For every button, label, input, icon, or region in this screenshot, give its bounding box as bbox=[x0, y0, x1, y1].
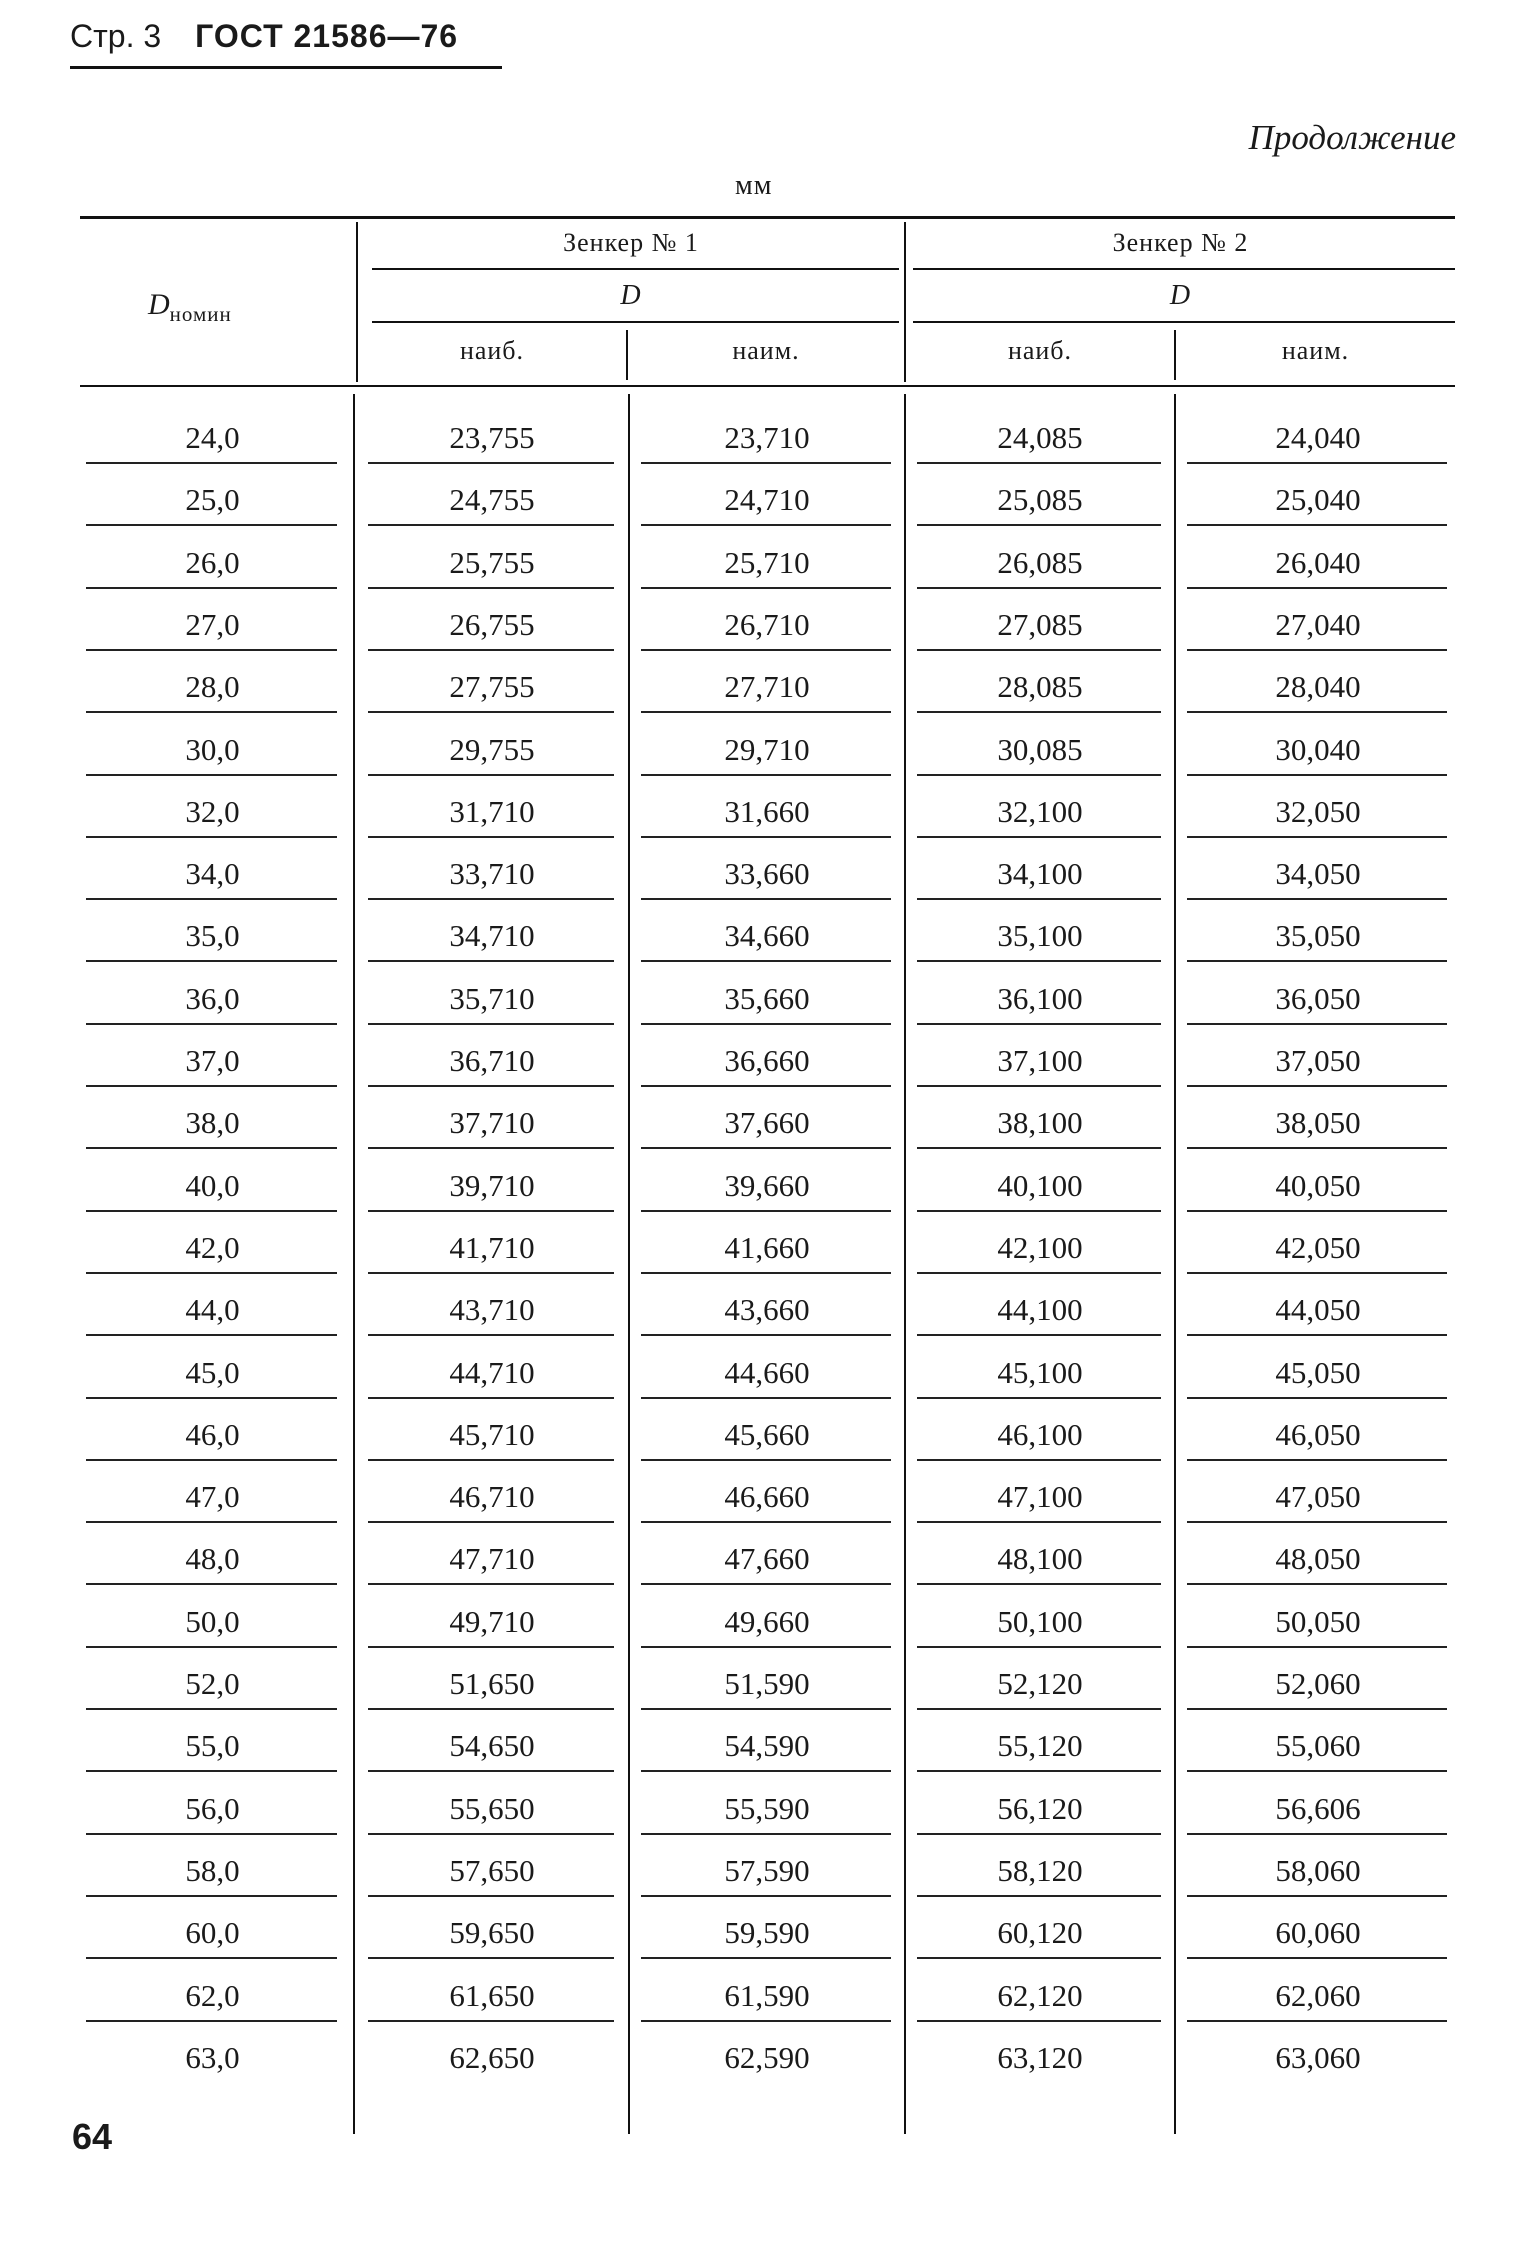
zenker2-min-cell: 56,606 bbox=[1275, 1791, 1361, 1826]
page-ref: Стр. 3 bbox=[70, 18, 162, 54]
zenker1-min-cell: 47,660 bbox=[724, 1541, 810, 1576]
dnom-symbol: D bbox=[148, 288, 170, 321]
nominal-diameter-cell: 40,0 bbox=[185, 1168, 240, 1203]
zenker1-max-cell: 55,650 bbox=[449, 1791, 535, 1826]
zenker1-max-cell: 47,710 bbox=[449, 1541, 535, 1576]
zenker2-max-cell: 60,120 bbox=[997, 1915, 1083, 1950]
cell-underline bbox=[1187, 1397, 1447, 1399]
nominal-diameter-cell: 58,0 bbox=[185, 1853, 240, 1888]
cell-underline bbox=[1187, 1334, 1447, 1336]
cell-underline bbox=[1187, 1272, 1447, 1274]
cell-underline bbox=[1187, 1085, 1447, 1087]
body-divider bbox=[904, 394, 906, 2134]
nominal-diameter-cell: 42,0 bbox=[185, 1230, 240, 1265]
cell-underline bbox=[1187, 1895, 1447, 1897]
cell-underline bbox=[1187, 649, 1447, 651]
zenker1-max-cell: 51,650 bbox=[449, 1666, 535, 1701]
zenker2-min-cell: 26,040 bbox=[1275, 545, 1361, 580]
zenker2-min-cell: 25,040 bbox=[1275, 482, 1361, 517]
zenker2-min-cell: 35,050 bbox=[1275, 918, 1361, 953]
zenker2-max-cell: 24,085 bbox=[997, 420, 1083, 455]
body-divider bbox=[1174, 394, 1176, 2134]
zenker1-min-cell: 31,660 bbox=[724, 794, 810, 829]
cell-underline bbox=[917, 1459, 1161, 1461]
zenker1-min-cell: 61,590 bbox=[724, 1978, 810, 2013]
cell-underline bbox=[86, 1272, 337, 1274]
cell-underline bbox=[641, 1085, 891, 1087]
zenker2-max-cell: 55,120 bbox=[997, 1728, 1083, 1763]
cell-underline bbox=[641, 1147, 891, 1149]
zenker1-min-cell: 51,590 bbox=[724, 1666, 810, 1701]
zenker2-max-cell: 45,100 bbox=[997, 1355, 1083, 1390]
zenker2-max-cell: 42,100 bbox=[997, 1230, 1083, 1265]
cell-underline bbox=[1187, 1459, 1447, 1461]
continuation-label: Продолжение bbox=[1248, 118, 1456, 157]
cell-underline bbox=[1187, 960, 1447, 962]
zenker2-max-cell: 32,100 bbox=[997, 794, 1083, 829]
cell-underline bbox=[917, 1085, 1161, 1087]
zenker1-min-cell: 62,590 bbox=[724, 2040, 810, 2075]
cell-underline bbox=[368, 1334, 614, 1336]
cell-underline bbox=[86, 774, 337, 776]
cell-underline bbox=[917, 898, 1161, 900]
cell-underline bbox=[86, 587, 337, 589]
zenker2-min-cell: 38,050 bbox=[1275, 1105, 1361, 1140]
cell-underline bbox=[86, 1957, 337, 1959]
cell-underline bbox=[368, 1023, 614, 1025]
zenker2-max-cell: 28,085 bbox=[997, 669, 1083, 704]
group-title-zenker-2: Зенкер № 2 bbox=[1112, 228, 1249, 257]
col-header-min: наим. bbox=[1281, 336, 1350, 365]
nominal-diameter-cell: 37,0 bbox=[185, 1043, 240, 1078]
cell-underline bbox=[86, 1147, 337, 1149]
group-title-zenker-1: Зенкер № 1 bbox=[563, 228, 699, 257]
cell-underline bbox=[641, 649, 891, 651]
zenker1-max-cell: 59,650 bbox=[449, 1915, 535, 1950]
cell-underline bbox=[641, 1895, 891, 1897]
cell-underline bbox=[917, 1272, 1161, 1274]
cell-underline bbox=[917, 1334, 1161, 1336]
zenker1-min-cell: 35,660 bbox=[724, 981, 810, 1016]
zenker1-max-cell: 61,650 bbox=[449, 1978, 535, 2013]
cell-underline bbox=[641, 711, 891, 713]
zenker1-max-cell: 27,755 bbox=[449, 669, 535, 704]
zenker2-min-cell: 40,050 bbox=[1275, 1168, 1361, 1203]
cell-underline bbox=[86, 960, 337, 962]
zenker1-max-cell: 46,710 bbox=[449, 1479, 535, 1514]
cell-underline bbox=[917, 1770, 1161, 1772]
zenker1-max-cell: 36,710 bbox=[449, 1043, 535, 1078]
cell-underline bbox=[641, 1833, 891, 1835]
cell-underline bbox=[368, 1583, 614, 1585]
cell-underline bbox=[1187, 524, 1447, 526]
nominal-diameter-cell: 45,0 bbox=[185, 1355, 240, 1390]
cell-underline bbox=[641, 774, 891, 776]
unit-label: мм bbox=[735, 170, 773, 201]
cell-underline bbox=[641, 1770, 891, 1772]
cell-underline bbox=[1187, 1583, 1447, 1585]
zenker2-max-cell: 46,100 bbox=[997, 1417, 1083, 1452]
cell-underline bbox=[368, 1397, 614, 1399]
header-rule bbox=[913, 268, 1455, 270]
cell-underline bbox=[86, 462, 337, 464]
nominal-diameter-cell: 55,0 bbox=[185, 1728, 240, 1763]
zenker1-max-cell: 57,650 bbox=[449, 1853, 535, 1888]
zenker2-min-cell: 52,060 bbox=[1275, 1666, 1361, 1701]
zenker2-max-cell: 50,100 bbox=[997, 1604, 1083, 1639]
cell-underline bbox=[641, 1272, 891, 1274]
zenker1-max-cell: 37,710 bbox=[449, 1105, 535, 1140]
cell-underline bbox=[86, 1023, 337, 1025]
zenker2-max-cell: 40,100 bbox=[997, 1168, 1083, 1203]
cell-underline bbox=[86, 1085, 337, 1087]
cell-underline bbox=[86, 1895, 337, 1897]
cell-underline bbox=[1187, 836, 1447, 838]
nominal-diameter-cell: 34,0 bbox=[185, 856, 240, 891]
cell-underline bbox=[1187, 1833, 1447, 1835]
nominal-diameter-cell: 62,0 bbox=[185, 1978, 240, 2013]
cell-underline bbox=[86, 1459, 337, 1461]
cell-underline bbox=[917, 1397, 1161, 1399]
cell-underline bbox=[917, 649, 1161, 651]
cell-underline bbox=[86, 649, 337, 651]
zenker1-min-cell: 36,660 bbox=[724, 1043, 810, 1078]
zenker1-max-cell: 31,710 bbox=[449, 794, 535, 829]
zenker1-max-cell: 34,710 bbox=[449, 918, 535, 953]
cell-underline bbox=[917, 711, 1161, 713]
cell-underline bbox=[641, 898, 891, 900]
zenker1-min-cell: 24,710 bbox=[724, 482, 810, 517]
nominal-diameter-cell: 38,0 bbox=[185, 1105, 240, 1140]
zenker1-min-cell: 33,660 bbox=[724, 856, 810, 891]
zenker1-max-cell: 44,710 bbox=[449, 1355, 535, 1390]
zenker2-max-cell: 52,120 bbox=[997, 1666, 1083, 1701]
zenker2-min-cell: 30,040 bbox=[1275, 732, 1361, 767]
zenker1-max-cell: 62,650 bbox=[449, 2040, 535, 2075]
cell-underline bbox=[368, 1708, 614, 1710]
cell-underline bbox=[368, 1272, 614, 1274]
nominal-diameter-cell: 56,0 bbox=[185, 1791, 240, 1826]
zenker1-min-cell: 46,660 bbox=[724, 1479, 810, 1514]
nominal-diameter-cell: 35,0 bbox=[185, 918, 240, 953]
zenker1-min-cell: 39,660 bbox=[724, 1168, 810, 1203]
cell-underline bbox=[1187, 711, 1447, 713]
cell-underline bbox=[86, 1397, 337, 1399]
cell-underline bbox=[368, 836, 614, 838]
nominal-diameter-cell: 47,0 bbox=[185, 1479, 240, 1514]
zenker1-min-cell: 27,710 bbox=[724, 669, 810, 704]
zenker2-max-cell: 38,100 bbox=[997, 1105, 1083, 1140]
zenker2-min-cell: 34,050 bbox=[1275, 856, 1361, 891]
nominal-diameter-cell: 50,0 bbox=[185, 1604, 240, 1639]
zenker2-max-cell: 27,085 bbox=[997, 607, 1083, 642]
cell-underline bbox=[1187, 462, 1447, 464]
nominal-diameter-cell: 63,0 bbox=[185, 2040, 240, 2075]
cell-underline bbox=[1187, 1210, 1447, 1212]
zenker2-max-cell: 35,100 bbox=[997, 918, 1083, 953]
zenker2-max-cell: 62,120 bbox=[997, 1978, 1083, 2013]
zenker2-min-cell: 60,060 bbox=[1275, 1915, 1361, 1950]
nominal-diameter-cell: 25,0 bbox=[185, 482, 240, 517]
cell-underline bbox=[86, 836, 337, 838]
zenker1-min-cell: 41,660 bbox=[724, 1230, 810, 1265]
dnom-subscript: номин bbox=[169, 302, 232, 326]
cell-underline bbox=[641, 1023, 891, 1025]
zenker2-max-cell: 36,100 bbox=[997, 981, 1083, 1016]
cell-underline bbox=[86, 1646, 337, 1648]
cell-underline bbox=[86, 1833, 337, 1835]
zenker1-min-cell: 44,660 bbox=[724, 1355, 810, 1390]
cell-underline bbox=[86, 524, 337, 526]
zenker1-min-cell: 43,660 bbox=[724, 1292, 810, 1327]
zenker2-min-cell: 50,050 bbox=[1275, 1604, 1361, 1639]
cell-underline bbox=[1187, 587, 1447, 589]
header-rule bbox=[372, 268, 899, 270]
zenker2-min-cell: 36,050 bbox=[1275, 981, 1361, 1016]
zenker2-max-cell: 25,085 bbox=[997, 482, 1083, 517]
cell-underline bbox=[368, 1646, 614, 1648]
zenker2-min-cell: 47,050 bbox=[1275, 1479, 1361, 1514]
zenker1-min-cell: 34,660 bbox=[724, 918, 810, 953]
cell-underline bbox=[917, 1210, 1161, 1212]
cell-underline bbox=[917, 1708, 1161, 1710]
header-bottom-rule bbox=[80, 385, 1455, 387]
zenker1-max-cell: 29,755 bbox=[449, 732, 535, 767]
nominal-diameter-cell: 24,0 bbox=[185, 420, 240, 455]
zenker2-max-cell: 37,100 bbox=[997, 1043, 1083, 1078]
table-top-rule bbox=[80, 216, 1455, 219]
cell-underline bbox=[917, 836, 1161, 838]
zenker1-min-cell: 49,660 bbox=[724, 1604, 810, 1639]
cell-underline bbox=[641, 1957, 891, 1959]
cell-underline bbox=[917, 524, 1161, 526]
zenker1-min-cell: 54,590 bbox=[724, 1728, 810, 1763]
nominal-diameter-cell: 28,0 bbox=[185, 669, 240, 704]
cell-underline bbox=[368, 774, 614, 776]
zenker2-min-cell: 32,050 bbox=[1275, 794, 1361, 829]
zenker2-min-cell: 46,050 bbox=[1275, 1417, 1361, 1452]
cell-underline bbox=[1187, 1023, 1447, 1025]
zenker1-max-cell: 24,755 bbox=[449, 482, 535, 517]
cell-underline bbox=[1187, 898, 1447, 900]
cell-underline bbox=[368, 960, 614, 962]
zenker2-min-cell: 28,040 bbox=[1275, 669, 1361, 704]
nominal-diameter-cell: 32,0 bbox=[185, 794, 240, 829]
header-underline bbox=[70, 66, 502, 69]
cell-underline bbox=[368, 1770, 614, 1772]
nominal-diameter-cell: 60,0 bbox=[185, 1915, 240, 1950]
cell-underline bbox=[368, 711, 614, 713]
cell-underline bbox=[917, 1833, 1161, 1835]
nominal-diameter-cell: 52,0 bbox=[185, 1666, 240, 1701]
zenker1-min-cell: 26,710 bbox=[724, 607, 810, 642]
cell-underline bbox=[1187, 1770, 1447, 1772]
cell-underline bbox=[917, 2020, 1161, 2022]
zenker1-min-cell: 57,590 bbox=[724, 1853, 810, 1888]
zenker1-max-cell: 23,755 bbox=[449, 420, 535, 455]
cell-underline bbox=[641, 1583, 891, 1585]
cell-underline bbox=[368, 1895, 614, 1897]
zenker2-min-cell: 45,050 bbox=[1275, 1355, 1361, 1390]
zenker2-max-cell: 58,120 bbox=[997, 1853, 1083, 1888]
cell-underline bbox=[86, 1521, 337, 1523]
cell-underline bbox=[1187, 1521, 1447, 1523]
nominal-diameter-cell: 48,0 bbox=[185, 1541, 240, 1576]
nominal-diameter-cell: 30,0 bbox=[185, 732, 240, 767]
nominal-diameter-cell: 36,0 bbox=[185, 981, 240, 1016]
cell-underline bbox=[917, 1023, 1161, 1025]
standard-number: ГОСТ 21586—76 bbox=[195, 18, 459, 54]
cell-underline bbox=[368, 524, 614, 526]
cell-underline bbox=[86, 1708, 337, 1710]
cell-underline bbox=[368, 1147, 614, 1149]
cell-underline bbox=[641, 1397, 891, 1399]
zenker1-min-cell: 25,710 bbox=[724, 545, 810, 580]
cell-underline bbox=[641, 960, 891, 962]
zenker2-max-cell: 63,120 bbox=[997, 2040, 1083, 2075]
cell-underline bbox=[641, 836, 891, 838]
group-symbol-d: D bbox=[620, 280, 642, 311]
cell-underline bbox=[368, 462, 614, 464]
col-header-max: наиб. bbox=[1007, 336, 1073, 365]
cell-underline bbox=[917, 1895, 1161, 1897]
page-number: 64 bbox=[72, 2116, 113, 2157]
zenker1-max-cell: 54,650 bbox=[449, 1728, 535, 1763]
cell-underline bbox=[1187, 1957, 1447, 1959]
zenker1-min-cell: 59,590 bbox=[724, 1915, 810, 1950]
cell-underline bbox=[1187, 1147, 1447, 1149]
zenker1-max-cell: 39,710 bbox=[449, 1168, 535, 1203]
cell-underline bbox=[917, 960, 1161, 962]
zenker1-max-cell: 33,710 bbox=[449, 856, 535, 891]
cell-underline bbox=[86, 711, 337, 713]
zenker2-max-cell: 56,120 bbox=[997, 1791, 1083, 1826]
cell-underline bbox=[917, 1521, 1161, 1523]
cell-underline bbox=[641, 524, 891, 526]
cell-underline bbox=[641, 2020, 891, 2022]
zenker2-min-cell: 55,060 bbox=[1275, 1728, 1361, 1763]
zenker2-min-cell: 44,050 bbox=[1275, 1292, 1361, 1327]
zenker2-min-cell: 58,060 bbox=[1275, 1853, 1361, 1888]
body-divider bbox=[353, 394, 355, 2134]
cell-underline bbox=[368, 1210, 614, 1212]
zenker1-max-cell: 41,710 bbox=[449, 1230, 535, 1265]
cell-underline bbox=[641, 462, 891, 464]
running-header bbox=[70, 18, 458, 55]
cell-underline bbox=[1187, 774, 1447, 776]
cell-underline bbox=[917, 462, 1161, 464]
zenker1-max-cell: 26,755 bbox=[449, 607, 535, 642]
cell-underline bbox=[86, 1334, 337, 1336]
nominal-diameter-header bbox=[148, 288, 232, 327]
zenker2-max-cell: 34,100 bbox=[997, 856, 1083, 891]
cell-underline bbox=[368, 1521, 614, 1523]
cell-underline bbox=[368, 898, 614, 900]
nominal-diameter-cell: 46,0 bbox=[185, 1417, 240, 1452]
zenker1-max-cell: 45,710 bbox=[449, 1417, 535, 1452]
cell-underline bbox=[1187, 1646, 1447, 1648]
zenker2-max-cell: 48,100 bbox=[997, 1541, 1083, 1576]
zenker1-min-cell: 23,710 bbox=[724, 420, 810, 455]
zenker2-min-cell: 27,040 bbox=[1275, 607, 1361, 642]
zenker2-max-cell: 47,100 bbox=[997, 1479, 1083, 1514]
zenker1-max-cell: 43,710 bbox=[449, 1292, 535, 1327]
cell-underline bbox=[917, 1957, 1161, 1959]
cell-underline bbox=[368, 2020, 614, 2022]
zenker1-max-cell: 35,710 bbox=[449, 981, 535, 1016]
cell-underline bbox=[1187, 2020, 1447, 2022]
nominal-diameter-cell: 26,0 bbox=[185, 545, 240, 580]
cell-underline bbox=[641, 1646, 891, 1648]
zenker1-min-cell: 37,660 bbox=[724, 1105, 810, 1140]
cell-underline bbox=[86, 1210, 337, 1212]
cell-underline bbox=[641, 1334, 891, 1336]
cell-underline bbox=[368, 1833, 614, 1835]
cell-underline bbox=[368, 1459, 614, 1461]
zenker2-min-cell: 63,060 bbox=[1275, 2040, 1361, 2075]
cell-underline bbox=[917, 1646, 1161, 1648]
cell-underline bbox=[368, 1957, 614, 1959]
cell-underline bbox=[368, 649, 614, 651]
zenker2-max-cell: 30,085 bbox=[997, 732, 1083, 767]
cell-underline bbox=[641, 1708, 891, 1710]
zenker2-min-cell: 37,050 bbox=[1275, 1043, 1361, 1078]
zenker2-min-cell: 48,050 bbox=[1275, 1541, 1361, 1576]
cell-underline bbox=[641, 1210, 891, 1212]
cell-underline bbox=[641, 1459, 891, 1461]
zenker2-min-cell: 42,050 bbox=[1275, 1230, 1361, 1265]
cell-underline bbox=[86, 1770, 337, 1772]
nominal-diameter-cell: 44,0 bbox=[185, 1292, 240, 1327]
cell-underline bbox=[86, 898, 337, 900]
header-rule bbox=[913, 321, 1455, 323]
cell-underline bbox=[917, 587, 1161, 589]
zenker1-min-cell: 55,590 bbox=[724, 1791, 810, 1826]
cell-underline bbox=[368, 1085, 614, 1087]
cell-underline bbox=[917, 774, 1161, 776]
zenker2-max-cell: 26,085 bbox=[997, 545, 1083, 580]
cell-underline bbox=[368, 587, 614, 589]
zenker2-min-cell: 62,060 bbox=[1275, 1978, 1361, 2013]
cell-underline bbox=[1187, 1708, 1447, 1710]
zenker1-min-cell: 45,660 bbox=[724, 1417, 810, 1452]
zenker2-max-cell: 44,100 bbox=[997, 1292, 1083, 1327]
zenker1-max-cell: 49,710 bbox=[449, 1604, 535, 1639]
cell-underline bbox=[86, 2020, 337, 2022]
zenker2-min-cell: 24,040 bbox=[1275, 420, 1361, 455]
header-rule bbox=[372, 321, 899, 323]
col-header-min: наим. bbox=[732, 336, 800, 365]
zenker1-max-cell: 25,755 bbox=[449, 545, 535, 580]
cell-underline bbox=[917, 1583, 1161, 1585]
col-header-max: наиб. bbox=[459, 336, 525, 365]
cell-underline bbox=[917, 1147, 1161, 1149]
cell-underline bbox=[86, 1583, 337, 1585]
body-divider bbox=[628, 394, 630, 2134]
cell-underline bbox=[641, 1521, 891, 1523]
nominal-diameter-cell: 27,0 bbox=[185, 607, 240, 642]
group-symbol-d: D bbox=[1169, 280, 1192, 311]
zenker1-min-cell: 29,710 bbox=[724, 732, 810, 767]
cell-underline bbox=[641, 587, 891, 589]
